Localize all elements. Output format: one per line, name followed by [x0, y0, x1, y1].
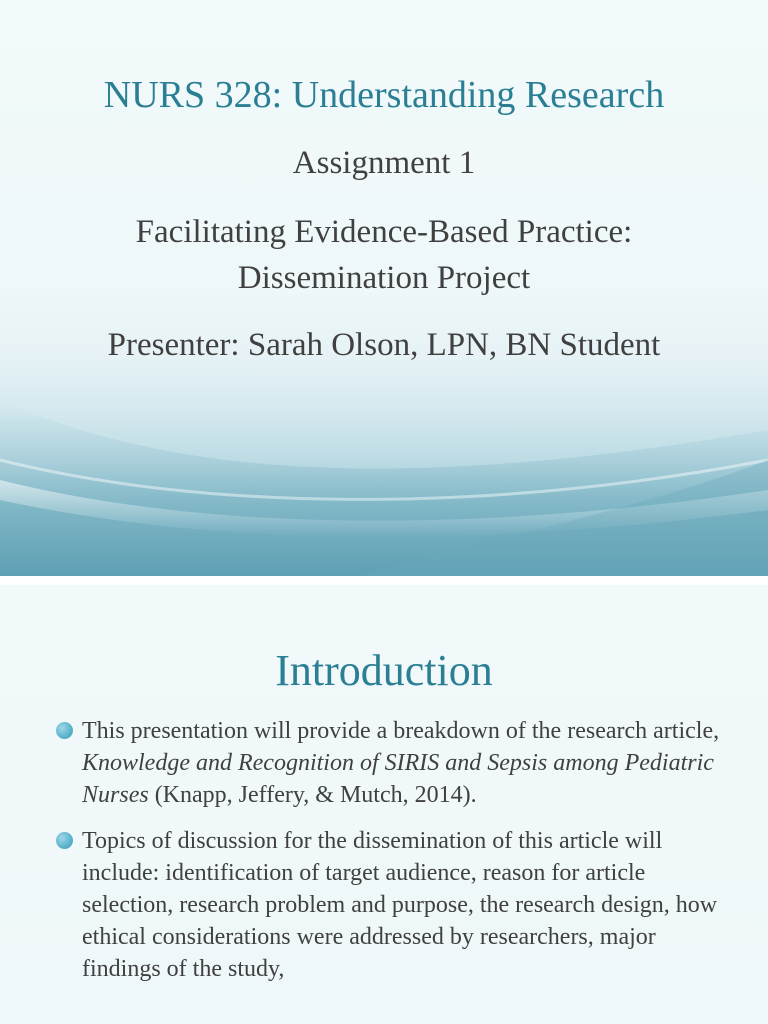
bullet-list	[0, 715, 768, 999]
bullet-dot-icon	[56, 722, 73, 739]
subtitle-line-2: Dissemination Project	[237, 260, 531, 296]
bullet-item-2	[0, 825, 768, 985]
article-title: Knowledge and Recognition of SIRIS and Sepsis among Pediatric Nurses	[82, 750, 714, 808]
presentation-title: NURS 328: Understanding Research	[103, 74, 665, 116]
introduction-heading: Introduction	[275, 646, 493, 695]
wave-decoration	[0, 340, 768, 576]
subtitle-line-1: Facilitating Evidence-Based Practice:	[135, 214, 633, 250]
bullet-item-1	[0, 715, 768, 811]
bullet-1-text-b: (Knapp, Jeffery, & Mutch, 2014).	[148, 782, 477, 808]
bullet-dot-icon	[56, 832, 73, 849]
assignment-label: Assignment 1	[292, 145, 476, 181]
bullet-1-text-a: This presentation will provide a breakdown of the research article,	[82, 718, 720, 744]
introduction-slide	[0, 585, 768, 1024]
presenter-line: Presenter: Sarah Olson, LPN, BN Student	[107, 327, 661, 363]
slide-gap	[0, 576, 768, 585]
bullet-2-text: Topics of discussion for the dissemination of this article will include: identification of target audience, reason for article selection, research problem and purpose, the research design, how ethical considerations were addressed by researchers, major findings of the study,	[82, 828, 718, 982]
